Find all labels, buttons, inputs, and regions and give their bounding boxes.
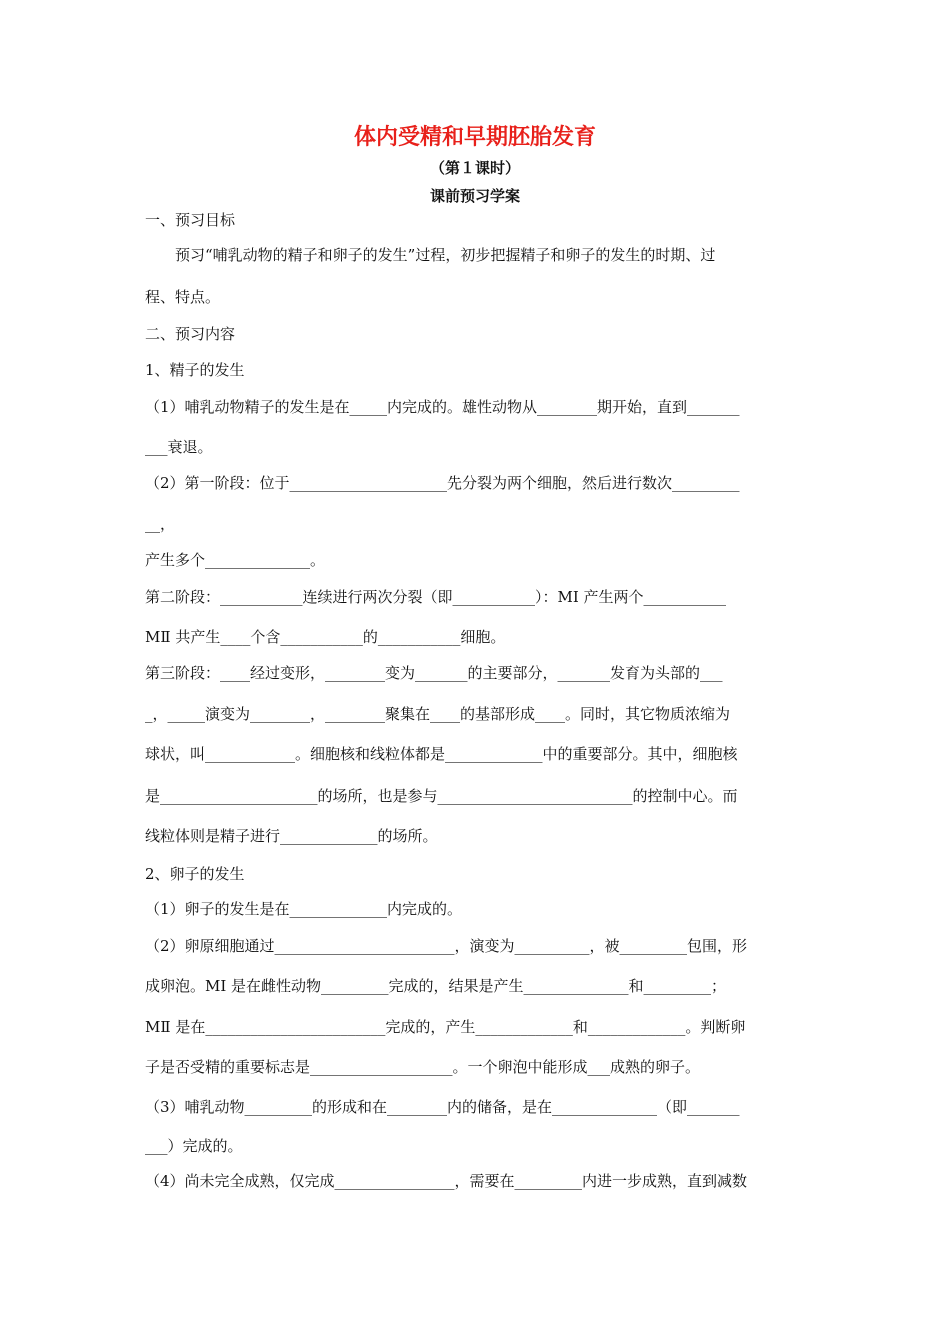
question-line: 成卵泡。MⅠ 是在雌性动物_________完成的，结果是产生______________和_________；: [145, 977, 727, 995]
heading-content: 二、预习内容: [145, 325, 236, 343]
question-line: MⅡ 是在________________________完成的，产生_____________和_____________。判断卵: [145, 1018, 746, 1036]
page-title: 体内受精和早期胚胎发育: [353, 125, 596, 150]
question-line: __，: [145, 515, 176, 533]
section-title: 课前预习学案: [429, 187, 520, 205]
question-line: 产生多个______________。: [145, 551, 326, 569]
question-line: ___）完成的。: [145, 1137, 243, 1155]
paragraph-line: 预习“哺乳动物的精子和卵子的发生”过程，初步把握精子和卵子的发生的时期、过: [175, 246, 716, 264]
paragraph-line: 程、特点。: [145, 288, 221, 306]
heading-objectives: 一、预习目标: [145, 211, 236, 229]
question-line: （2）卵原细胞通过________________________，演变为__________，被_________包围，形: [145, 937, 748, 955]
question-line: （4）尚未完全成熟，仅完成________________，需要在_________内进一步成熟，直到减数: [145, 1172, 748, 1190]
question-line: （3）哺乳动物_________的形成和在________内的储备，是在______________（即_______: [145, 1098, 740, 1116]
subheading-sperm: 1、精子的发生: [145, 361, 245, 379]
question-line: 子是否受精的重要标志是___________________。一个卵泡中能形成___成熟的卵子。: [145, 1058, 701, 1076]
question-line: 球状，叫____________。细胞核和线粒体都是_____________中的重要部分。其中，细胞核: [145, 745, 738, 763]
question-line: _，_____演变为________，________聚集在____的基部形成____。同时，其它物质浓缩为: [145, 705, 731, 723]
question-line: （1）卵子的发生是在_____________内完成的。: [145, 900, 463, 918]
question-line: MⅡ 共产生____个含___________的___________细胞。: [145, 628, 506, 646]
question-line: 线粒体则是精子进行_____________的场所。: [145, 827, 438, 845]
question-line: （2）第一阶段：位于_____________________先分裂为两个细胞，然后进行数次_________: [145, 474, 740, 492]
subheading-egg: 2、卵子的发生: [145, 865, 245, 883]
question-line: ___衰退。: [145, 438, 213, 456]
question-line: （1）哺乳动物精子的发生是在_____内完成的。雄性动物从________期开始，直到_______: [145, 398, 740, 416]
question-line: 是_____________________的场所，也是参与__________________________的控制中心。而: [145, 787, 738, 805]
question-line: 第二阶段：___________连续进行两次分裂（即___________）：MⅠ 产生两个___________: [145, 588, 727, 606]
question-line: 第三阶段：____经过变形，________变为_______的主要部分，_______发育为头部的___: [145, 664, 723, 682]
lesson-subtitle: （第１课时）: [429, 159, 520, 177]
